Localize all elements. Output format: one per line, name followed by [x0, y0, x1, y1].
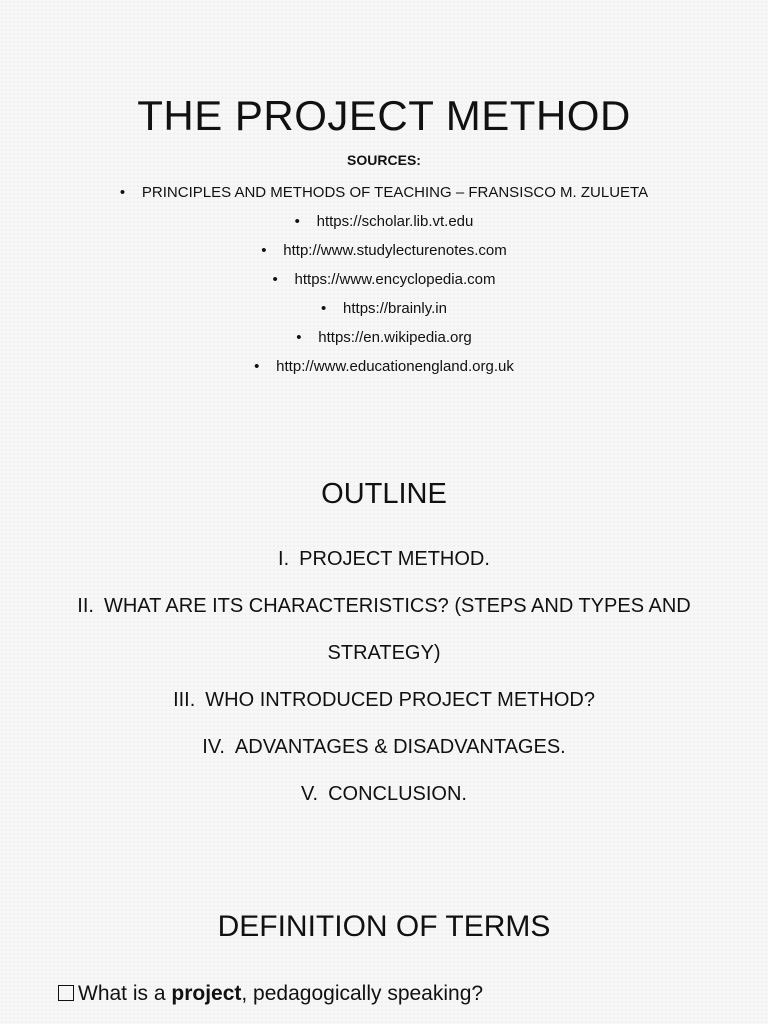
checkbox-bullet-icon: [58, 985, 74, 1001]
outline-number: I.: [278, 548, 290, 570]
source-text: https://brainly.in: [343, 300, 447, 317]
bullet-icon: •: [296, 329, 302, 346]
source-item: [0, 265, 768, 294]
outline-heading: OUTLINE: [321, 478, 447, 510]
source-text: http://www.studylecturenotes.com: [283, 242, 507, 259]
outline-number: III.: [173, 689, 196, 711]
sources-list: [0, 178, 768, 381]
source-item: [0, 352, 768, 381]
outline-number: IV.: [202, 736, 225, 758]
source-text: PRINCIPLES AND METHODS OF TEACHING – FRANSISCO M. ZULUETA: [141, 184, 649, 201]
outline-item: [0, 536, 768, 583]
question-keyword: project: [171, 982, 242, 1005]
source-text: https://www.encyclopedia.com: [294, 271, 496, 288]
page-title: THE PROJECT METHOD: [137, 92, 631, 139]
definition-heading: DEFINITION OF TERMS: [217, 910, 551, 943]
source-item: [0, 207, 768, 236]
outline-item: [0, 771, 768, 818]
source-item: [0, 323, 768, 352]
outline-text: WHO INTRODUCED PROJECT METHOD?: [205, 689, 595, 711]
source-item: [0, 294, 768, 323]
question-suffix: , pedagogically speaking?: [241, 982, 484, 1005]
outline-number: V.: [301, 783, 319, 805]
outline-item: [0, 724, 768, 771]
outline-number: II.: [77, 595, 94, 617]
bullet-icon: •: [254, 358, 260, 375]
question-prefix: What is a: [78, 982, 172, 1005]
outline-text: WHAT ARE ITS CHARACTERISTICS? (STEPS AND TYPES AND STRATEGY): [103, 595, 691, 664]
source-text: https://en.wikipedia.org: [318, 329, 472, 346]
bullet-icon: •: [294, 213, 300, 230]
source-item: [0, 236, 768, 265]
source-text: http://www.educationengland.org.uk: [276, 358, 514, 375]
outline-item: [0, 677, 768, 724]
outline-text: ADVANTAGES & DISADVANTAGES.: [234, 736, 566, 758]
bullet-icon: •: [272, 271, 278, 288]
bullet-icon: •: [261, 242, 267, 259]
sources-heading: SOURCES:: [347, 152, 421, 168]
outline-list: [0, 536, 768, 818]
bullet-icon: •: [119, 184, 126, 201]
outline-text: PROJECT METHOD.: [299, 548, 490, 570]
outline-item: [54, 583, 714, 677]
bullet-icon: •: [321, 300, 327, 317]
outline-text: CONCLUSION.: [328, 783, 467, 805]
definition-question: [58, 982, 483, 1006]
source-text: https://scholar.lib.vt.edu: [316, 213, 474, 230]
source-item: [0, 178, 768, 207]
